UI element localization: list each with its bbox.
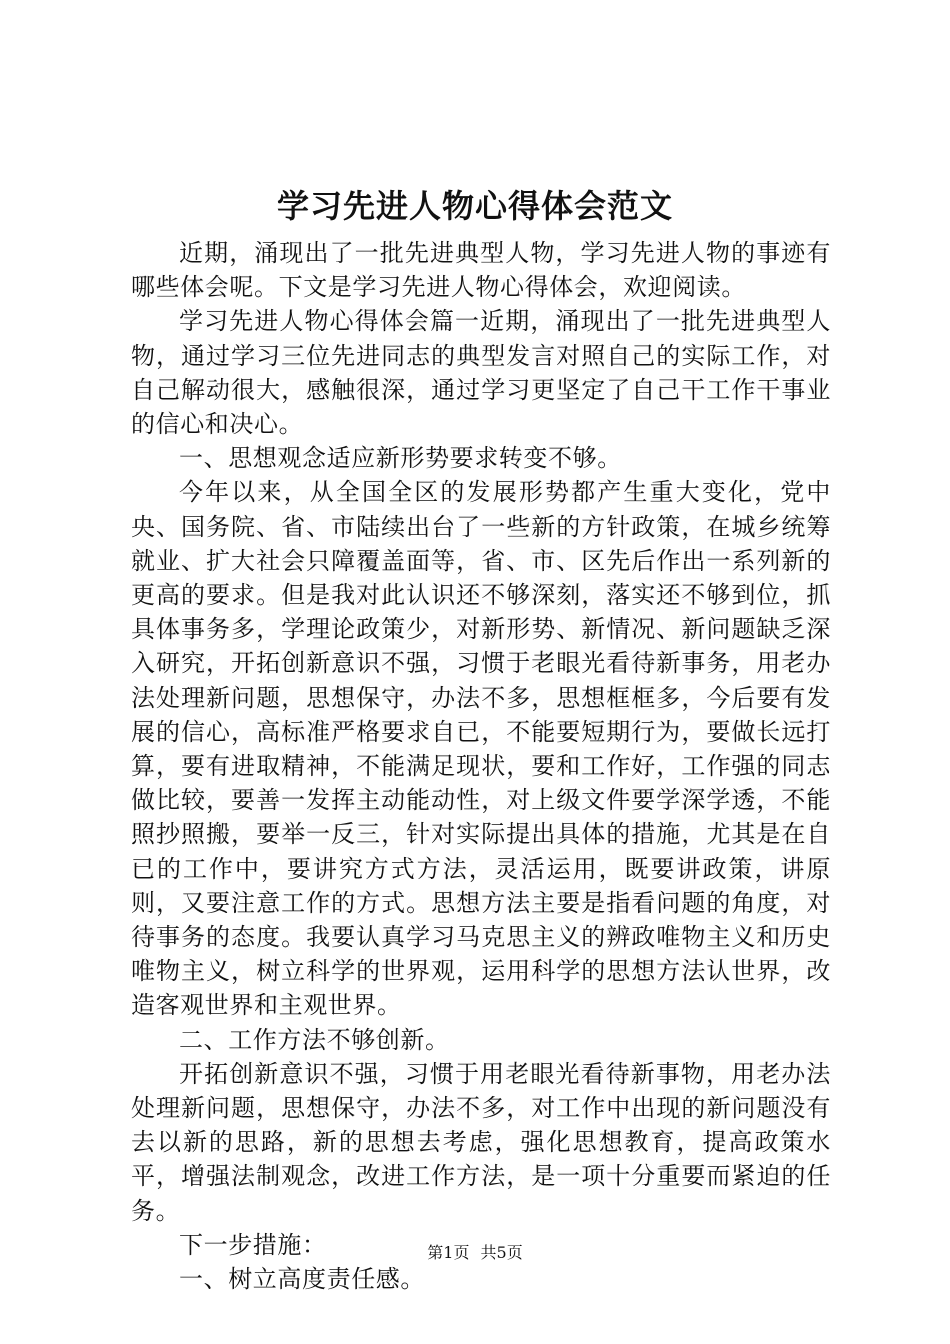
heading-section-one: 一、思想观念适应新形势要求转变不够。 (179, 444, 622, 473)
paragraph-part-one: 学习先进人物心得体会篇一近期，涌现出了一批先进典型人物，通过学习三位先进同志的典型发言对照自己的实际工作，对自己解动很大，感触很深，通过学习更坚定了自己干工作干事业的信心和决心。 (131, 307, 831, 439)
document-body (131, 236, 831, 1296)
heading-measure-one: 一、树立高度责任感。 (179, 1265, 425, 1294)
page-number: 第1页 (427, 1243, 470, 1262)
paragraph-section-one: 今年以来，从全国全区的发展形势都产生重大变化，党中央、国务院、省、市陆续出台了一些新的方针政策，在城乡统筹就业、扩大社会只障覆盖面等，省、市、区先后作出一系列新的更高的要求。但是我对此认识还不够深刻，落实还不够到位，抓具体事务多，学理论政策少，对新形势、新情况、新问题缺乏深入研究，开拓创新意识不强，习惯于老眼光看待新事务，用老办法处理新问题，思想保守，办法不多，思想框框多，今后要有发展的信心，高标准严格要求自已，不能要短期行为，要做长远打算，要有进取精神，不能满足现状，要和工作好，工作强的同志做比较，要善一发挥主动能动性，对上级文件要学深学透，不能照抄照搬，要举一反三，针对实际提出具体的措施，尤其是在自已的工作中，要讲究方式方法，灵活运用，既要讲政策，讲原则，又要注意工作的方式。思想方法主要是指看问题的角度，对待事务的态度。我要认真学习马克思主义的辨政唯物主义和历史唯物主义，树立科学的世界观，运用科学的思想方法认世界，改造客观世界和主观世界。 (131, 478, 831, 1020)
paragraph-section-two: 开拓创新意识不强，习惯于用老眼光看待新事物，用老办法处理新问题，思想保守，办法不多，对工作中出现的新问题没有去以新的思路，新的思想去考虑，强化思想教育，提高政策水平，增强法制观念，改进工作方法，是一项十分重要而紧迫的任务。 (131, 1059, 831, 1225)
page-footer (0, 1242, 950, 1264)
heading-next-steps: 下一步措施： (179, 1230, 327, 1259)
paragraph-intro: 近期，涌现出了一批先进典型人物，学习先进人物的事迹有哪些体会呢。下文是学习先进人物心得体会，欢迎阅读。 (131, 239, 831, 302)
heading-section-two: 二、工作方法不够创新。 (179, 1025, 450, 1054)
document-title: 学习先进人物心得体会范文 (276, 187, 673, 225)
page-total: 共5页 (480, 1243, 523, 1262)
